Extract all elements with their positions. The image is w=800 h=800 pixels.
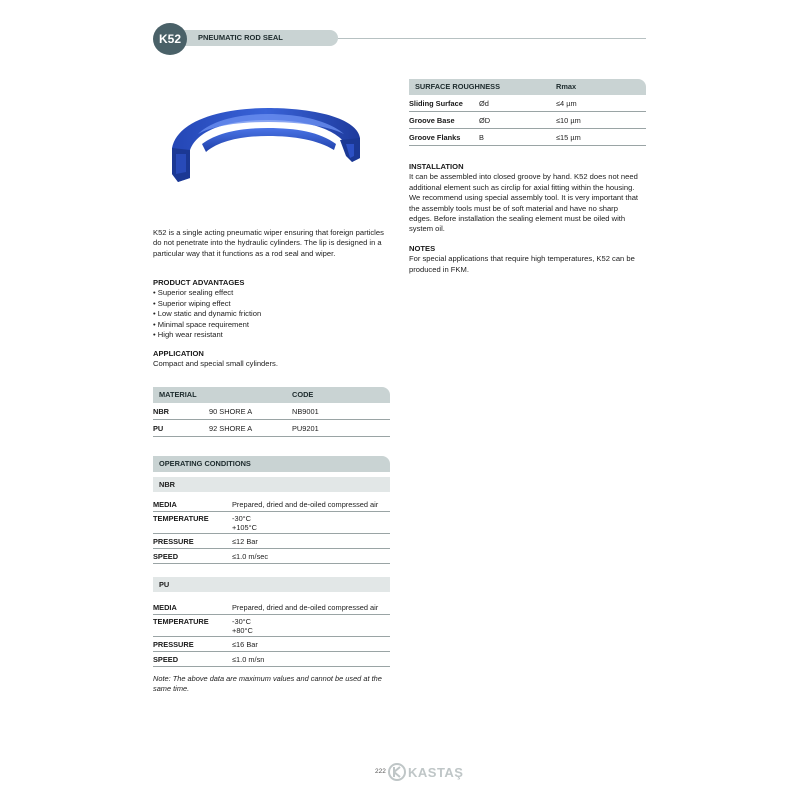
material-code: PU9201	[292, 424, 319, 433]
table-row	[153, 498, 390, 512]
roughness-value: ≤4 µm	[556, 99, 577, 108]
product-code-badge: K52	[153, 23, 187, 55]
surface-symbol: ØD	[479, 116, 491, 125]
application-text: Compact and special small cylinders.	[153, 359, 278, 369]
operating-conditions-heading: OPERATING CONDITIONS	[159, 459, 251, 468]
surface-name: Sliding Surface	[409, 99, 463, 108]
installation-heading: INSTALLATION	[409, 162, 464, 171]
pressure-label: PRESSURE	[153, 537, 194, 546]
material-hardness: 92 SHORE A	[209, 424, 253, 433]
table-row	[409, 95, 646, 112]
temperature-label: TEMPERATURE	[153, 514, 209, 523]
table-row	[153, 534, 390, 549]
product-title: PNEUMATIC ROD SEAL	[198, 33, 283, 42]
media-label: MEDIA	[153, 500, 177, 509]
pu-subheader	[153, 577, 390, 592]
nbr-subheader	[153, 477, 390, 492]
page-number: 222	[375, 768, 386, 775]
temperature-min: -30°C	[232, 617, 251, 626]
material-column-header: MATERIAL	[159, 390, 197, 399]
table-row	[153, 601, 390, 615]
notes-section	[409, 244, 641, 275]
installation-text: It can be assembled into closed groove by hand. K52 does not need additional element such as circlip for axial fitting within the housing. We recommend using special assembly tool. It is very important that the assembly tools must be of soft material and have no sharp edges. Before installation the sealing element must be oiled with system oil.	[409, 172, 639, 234]
operating-conditions-table	[153, 456, 390, 667]
table-row	[153, 512, 390, 534]
application-section	[153, 349, 389, 370]
media-value: Prepared, dried and de-oiled compressed air	[232, 603, 379, 612]
speed-label: SPEED	[153, 552, 179, 561]
table-header	[409, 79, 646, 95]
surface-symbol: Ød	[479, 99, 489, 108]
table-row	[153, 420, 390, 437]
seal-product-image	[168, 104, 364, 186]
speed-label: SPEED	[153, 655, 179, 664]
pressure-label: PRESSURE	[153, 640, 194, 649]
material-code: NB9001	[292, 407, 319, 416]
table-row	[153, 615, 390, 637]
product-advantages-list	[153, 288, 389, 340]
table-row	[409, 129, 646, 146]
pressure-value: ≤16 Bar	[232, 640, 258, 649]
product-title-bar	[170, 30, 338, 46]
notes-heading: NOTES	[409, 244, 436, 253]
table-row	[153, 637, 390, 652]
surface-roughness-header: SURFACE ROUGHNESS	[415, 82, 501, 91]
intro-paragraph: K52 is a single acting pneumatic wiper ensuring that foreign particles do not penetrate into the hydraulic cylinders. The lip is designed in a particular way that it functions as a rod seal and wiper.	[153, 228, 384, 258]
temperature-max: +80°C	[232, 626, 253, 635]
pu-label: PU	[159, 580, 170, 589]
media-value: Prepared, dried and de-oiled compressed air	[232, 500, 379, 509]
temperature-label: TEMPERATURE	[153, 617, 209, 626]
surface-name: Groove Base	[409, 116, 455, 125]
table-row	[409, 112, 646, 129]
temperature-max: +105°C	[232, 523, 257, 532]
product-advantages-heading: PRODUCT ADVANTAGES	[153, 278, 245, 287]
maximum-values-note: Note: The above data are maximum values and cannot be used at the same time.	[153, 674, 382, 694]
material-name: PU	[153, 424, 164, 433]
kastas-logo	[388, 762, 463, 782]
roughness-value: ≤15 µm	[556, 133, 581, 142]
speed-value: ≤1.0 m/sec	[232, 552, 269, 561]
temperature-min: -30°C	[232, 514, 251, 523]
installation-section	[409, 162, 641, 235]
list-item: • Minimal space requirement	[153, 320, 389, 330]
pressure-value: ≤12 Bar	[232, 537, 258, 546]
material-hardness: 90 SHORE A	[209, 407, 253, 416]
speed-value: ≤1.0 m/sn	[232, 655, 265, 664]
material-table	[153, 387, 390, 437]
list-item: • Low static and dynamic friction	[153, 309, 389, 319]
table-header	[153, 387, 390, 403]
media-label: MEDIA	[153, 603, 177, 612]
product-advantages-section	[153, 278, 389, 340]
list-item: • Superior sealing effect	[153, 288, 389, 298]
nbr-label: NBR	[159, 480, 176, 489]
code-column-header: CODE	[292, 390, 314, 399]
table-header	[153, 456, 390, 472]
notes-text: For special applications that require high temperatures, K52 can be produced in FKM.	[409, 254, 635, 274]
surface-symbol: B	[479, 133, 484, 142]
material-name: NBR	[153, 407, 170, 416]
surface-roughness-table	[409, 79, 646, 146]
rmax-header: Rmax	[556, 82, 577, 91]
brand-name: KASTAŞ	[408, 764, 464, 780]
roughness-value: ≤10 µm	[556, 116, 581, 125]
kastas-logo-icon	[388, 763, 406, 781]
header-divider	[338, 38, 646, 39]
table-row	[153, 549, 390, 564]
table-row	[153, 652, 390, 667]
table-row	[153, 403, 390, 420]
surface-name: Groove Flanks	[409, 133, 461, 142]
application-heading: APPLICATION	[153, 349, 204, 358]
list-item: • Superior wiping effect	[153, 299, 389, 309]
list-item: • High wear resistant	[153, 330, 389, 340]
